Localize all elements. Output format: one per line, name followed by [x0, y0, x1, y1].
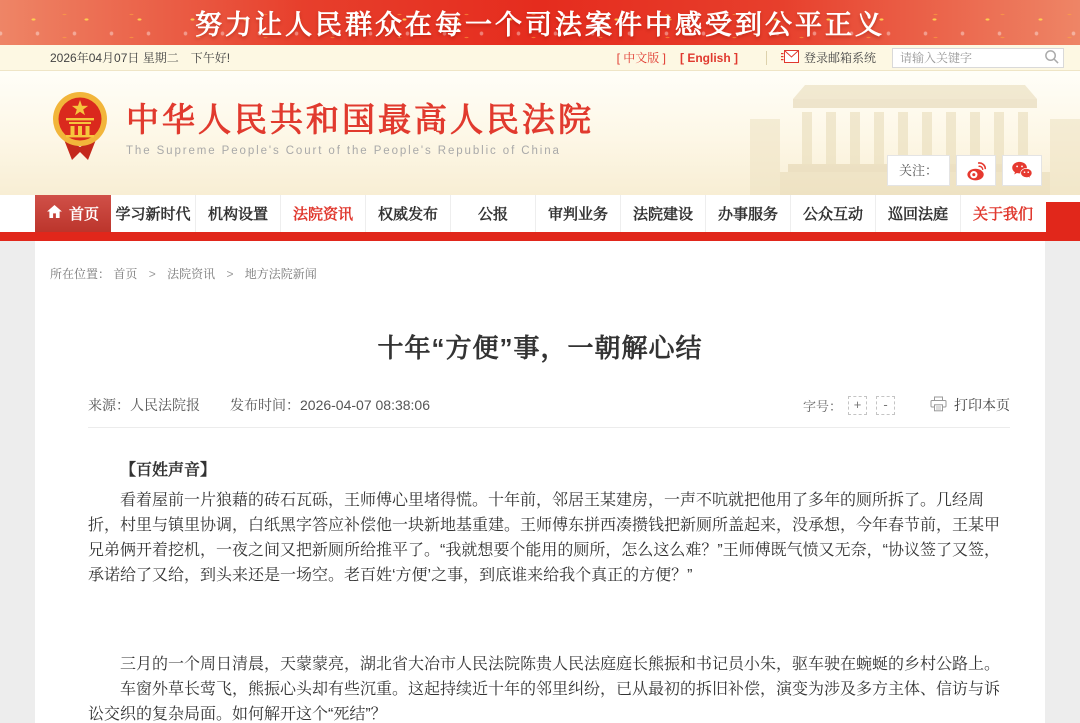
slogan-banner — [0, 0, 1080, 45]
article-paragraph: 看着屋前一片狼藉的砖石瓦砾，王师傅心里堵得慌。十年前，邻居王某建房，一声不吭就把他用了多年的厕所拆了。几经周折，村里与镇里协调，白纸黑字答应补偿他一块新地基重建。王师傅东拼西凑攒钱把新厕所盖起来，没承想，今年春节前，王某甲兄弟俩开着挖机，一夜之间又把新厕所给推平了。“我就想要个能用的厕所，怎么这么难？”王师傅既气愤又无奈，“协议签了又签，承诺给了又给，到头来还是一场空。老百姓‘方便’之事，到底谁来给我个真正的方便？” — [88, 492, 1001, 584]
source-value: 人民法院报 — [130, 397, 200, 413]
search-icon[interactable] — [1044, 49, 1059, 67]
article-title: 十年“方便”事，一朝解心结 — [377, 333, 703, 363]
english-version-link[interactable]: [ English ] — [679, 50, 738, 65]
masthead — [0, 71, 1080, 195]
font-increase-button[interactable]: + — [848, 396, 867, 415]
site-subtitle: The Supreme People's Court of the People's Republic of China — [126, 145, 561, 158]
chinese-version-link[interactable]: [ 中文版 ] — [616, 51, 666, 65]
date-text: 2026年04月07日 星期二 下午好! — [50, 51, 231, 65]
follow-group — [887, 155, 1042, 186]
utility-bar — [0, 45, 1080, 71]
mail-login-label: 登录邮箱系统 — [803, 51, 876, 65]
nav-item-home[interactable]: 首页 — [35, 195, 111, 232]
article-paragraph: 三月的一个周日清晨，天蒙蒙亮，湖北省大冶市人民法院陈贵人民法庭庭长熊振和书记员小朱，驱车驶在蜿蜒的乡村公路上。 — [120, 656, 1001, 673]
site-logo-link[interactable] — [52, 91, 594, 168]
mail-login-link[interactable] — [781, 49, 876, 66]
nav-item-guanyu[interactable]: 关于我们 — [960, 195, 1045, 232]
breadcrumb-prefix: 所在位置： — [50, 267, 111, 281]
nav-item-xunhui[interactable]: 巡回法庭 — [875, 195, 960, 232]
nav-item-xuexi[interactable]: 学习新时代 — [115, 206, 191, 223]
breadcrumb-separator: > — [148, 267, 156, 281]
slogan-text: 努力让人民群众在每一个司法案件中感受到公平正义 — [195, 10, 885, 40]
nav-red-stripe — [0, 232, 1080, 241]
nav-item-shenpan[interactable]: 审判业务 — [535, 195, 620, 232]
font-size-label: 字号： — [802, 398, 842, 414]
nav-item-fayuan-zixun[interactable]: 法院资讯 — [280, 195, 365, 232]
article-paragraph: 车窗外草长莺飞，熊振心头却有些沉重。这起持续近十年的邻里纠纷，已从最初的拆旧补偿，演变为涉及多方主体、信访与诉讼交织的复杂局面。如何解开这个“死结”？ — [88, 681, 1001, 723]
nav-item-jigou[interactable]: 机构设置 — [195, 195, 280, 232]
main-navigation — [0, 195, 1080, 241]
section-heading: 【百姓声音】 — [120, 462, 217, 479]
nav-item-banshi[interactable]: 办事服务 — [705, 195, 790, 232]
nav-corner-block — [1046, 202, 1080, 241]
breadcrumb-difang-news[interactable]: 地方法院新闻 — [244, 267, 317, 281]
breadcrumb-separator: > — [226, 267, 234, 281]
search-input[interactable] — [900, 51, 1044, 65]
search-box — [892, 48, 1064, 68]
printer-icon — [930, 396, 947, 415]
utility-divider — [766, 51, 767, 65]
print-button[interactable] — [930, 395, 1010, 415]
wechat-icon[interactable] — [1002, 155, 1042, 186]
weibo-icon[interactable] — [956, 155, 996, 186]
font-decrease-button[interactable]: - — [876, 396, 895, 415]
nav-item-gongbao[interactable]: 公报 — [450, 195, 535, 232]
publish-time-value: 2026-04-07 08:38:06 — [300, 397, 430, 413]
breadcrumb-fayuan-zixun[interactable]: 法院资讯 — [167, 267, 216, 281]
follow-label: 关注： — [887, 155, 950, 186]
print-label: 打印本页 — [954, 397, 1010, 413]
source-label: 来源： — [88, 397, 130, 413]
site-title: 中华人民共和国最高人民法院 — [126, 100, 594, 138]
content-panel — [35, 241, 1045, 723]
breadcrumb — [35, 241, 1045, 282]
nav-item-jianshe[interactable]: 法院建设 — [620, 195, 705, 232]
national-emblem-icon — [52, 91, 108, 168]
publish-time-label: 发布时间： — [230, 397, 300, 413]
breadcrumb-home[interactable]: 首页 — [113, 267, 138, 281]
home-icon — [47, 205, 62, 222]
article-body — [88, 458, 1010, 723]
mail-icon — [781, 50, 799, 66]
nav-item-gongzhong[interactable]: 公众互动 — [790, 195, 875, 232]
article-meta — [88, 395, 1010, 428]
nav-item-quanwei[interactable]: 权威发布 — [365, 195, 450, 232]
